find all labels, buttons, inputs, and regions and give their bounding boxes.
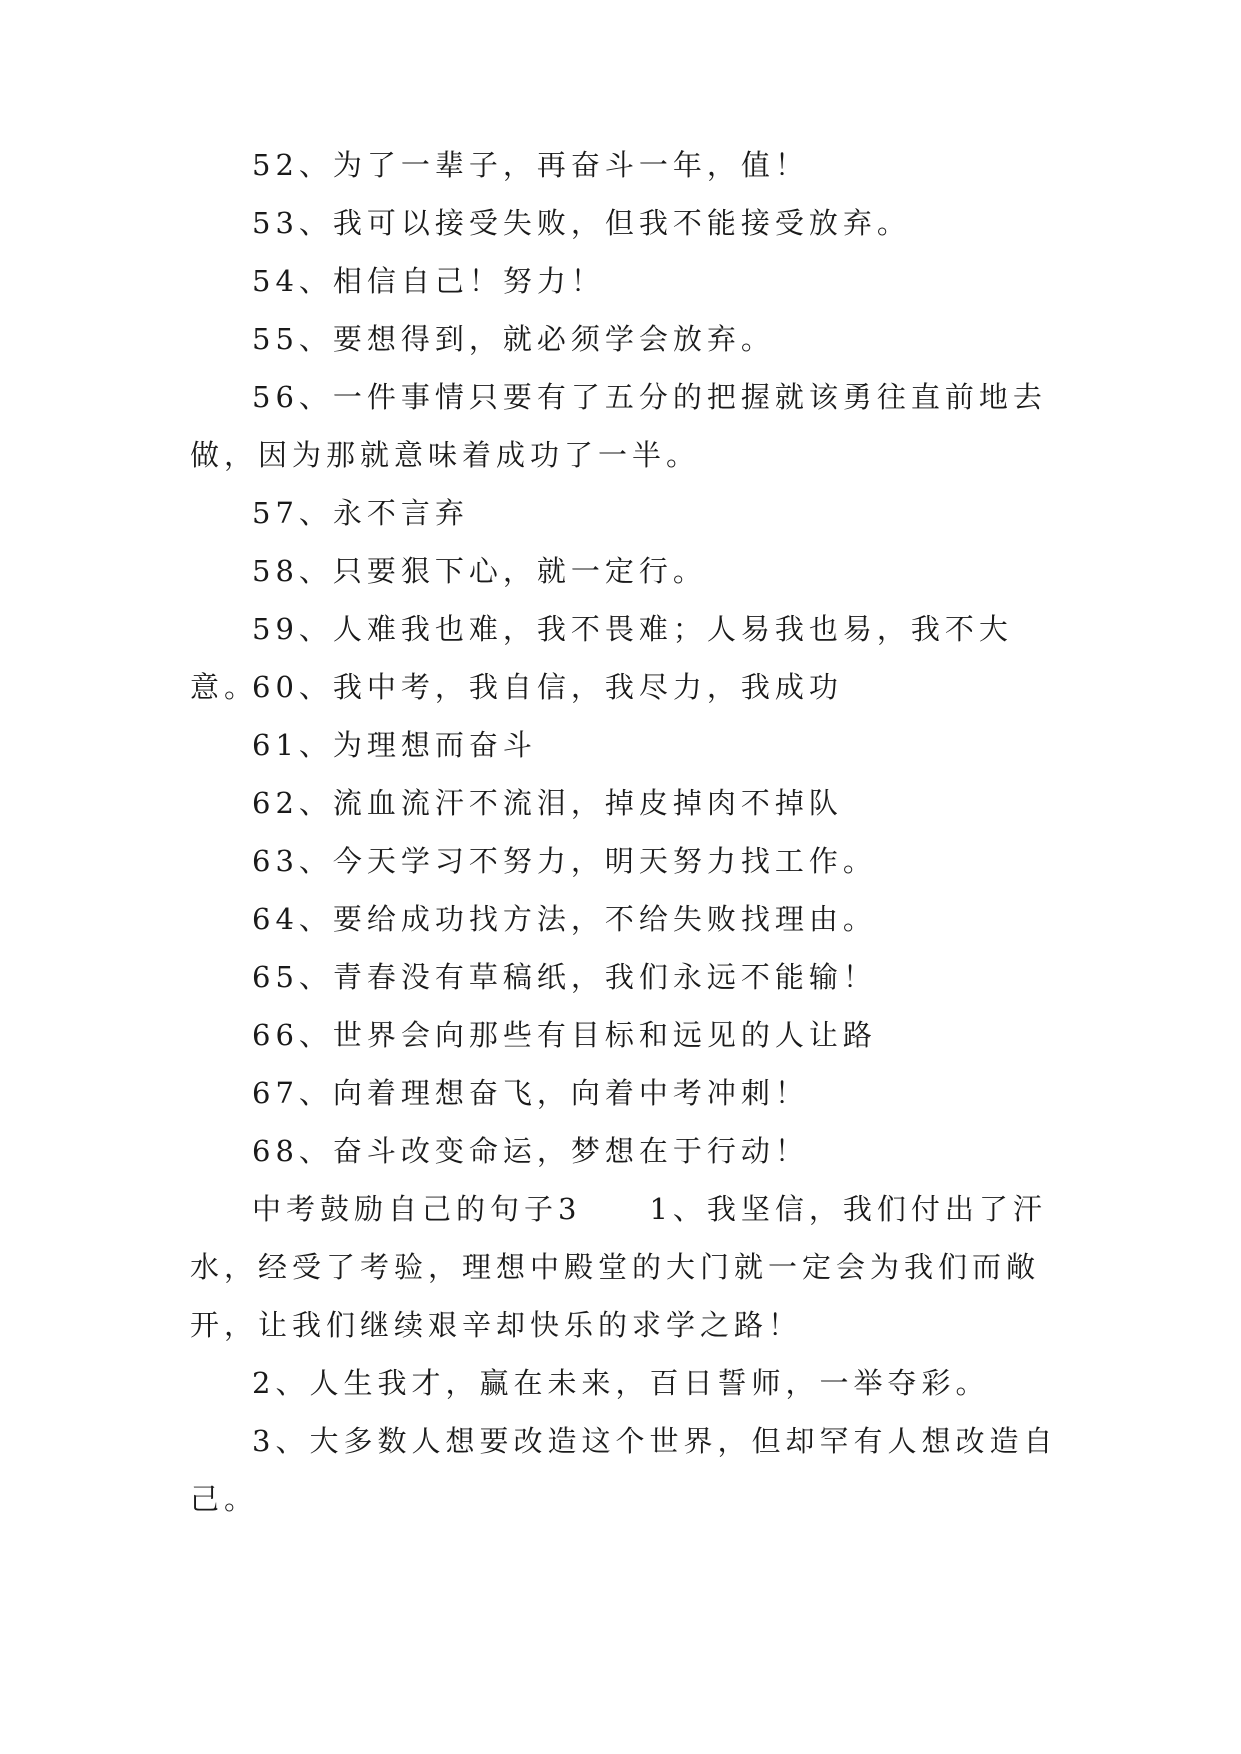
paragraph-55: 55、要想得到，就必须学会放弃。 xyxy=(252,322,775,356)
paragraph-68: 68、奋斗改变命运，梦想在于行动！ xyxy=(252,1134,809,1168)
paragraph-65: 65、青春没有草稿纸，我们永远不能输！ xyxy=(252,960,877,994)
paragraph-64: 64、要给成功找方法，不给失败找理由。 xyxy=(252,902,877,936)
paragraph-52: 52、为了一辈子，再奋斗一年，值！ xyxy=(252,148,809,182)
paragraph-2: 2、人生我才，赢在未来，百日誓师，一举夺彩。 xyxy=(252,1366,990,1400)
section-heading-paragraph: 中考鼓励自己的句子3 1、我坚信，我们付出了汗水，经受了考验，理想中殿堂的大门就一定会为我们而敞开，让我们继续艰辛却快乐的求学之路！ xyxy=(190,1192,1047,1342)
paragraph-53: 53、我可以接受失败，但我不能接受放弃。 xyxy=(252,206,911,240)
paragraph-59: 59、人难我也难，我不畏难；人易我也易，我不大意。 xyxy=(190,612,1013,704)
paragraph-67: 67、向着理想奋飞，向着中考冲刺！ xyxy=(252,1076,809,1110)
paragraph-61: 61、为理想而奋斗 xyxy=(252,728,537,762)
paragraph-54: 54、相信自己！努力！ xyxy=(252,264,605,298)
paragraph-63: 63、今天学习不努力，明天努力找工作。 xyxy=(252,844,877,878)
paragraph-66: 66、世界会向那些有目标和远见的人让路 xyxy=(252,1018,877,1052)
paragraph-3: 3、大多数人想要改造这个世界，但却罕有人想改造自己。 xyxy=(190,1424,1058,1516)
paragraph-62: 62、流血流汗不流泪，掉皮掉肉不掉队 xyxy=(252,786,843,820)
paragraph-56: 56、一件事情只要有了五分的把握就该勇往直前地去做，因为那就意味着成功了一半。 xyxy=(190,380,1047,472)
paragraph-57: 57、永不言弃 xyxy=(252,496,469,530)
paragraph-58: 58、只要狠下心，就一定行。 xyxy=(252,554,707,588)
paragraph-60: 60、我中考，我自信，我尽力，我成功 xyxy=(252,670,843,704)
